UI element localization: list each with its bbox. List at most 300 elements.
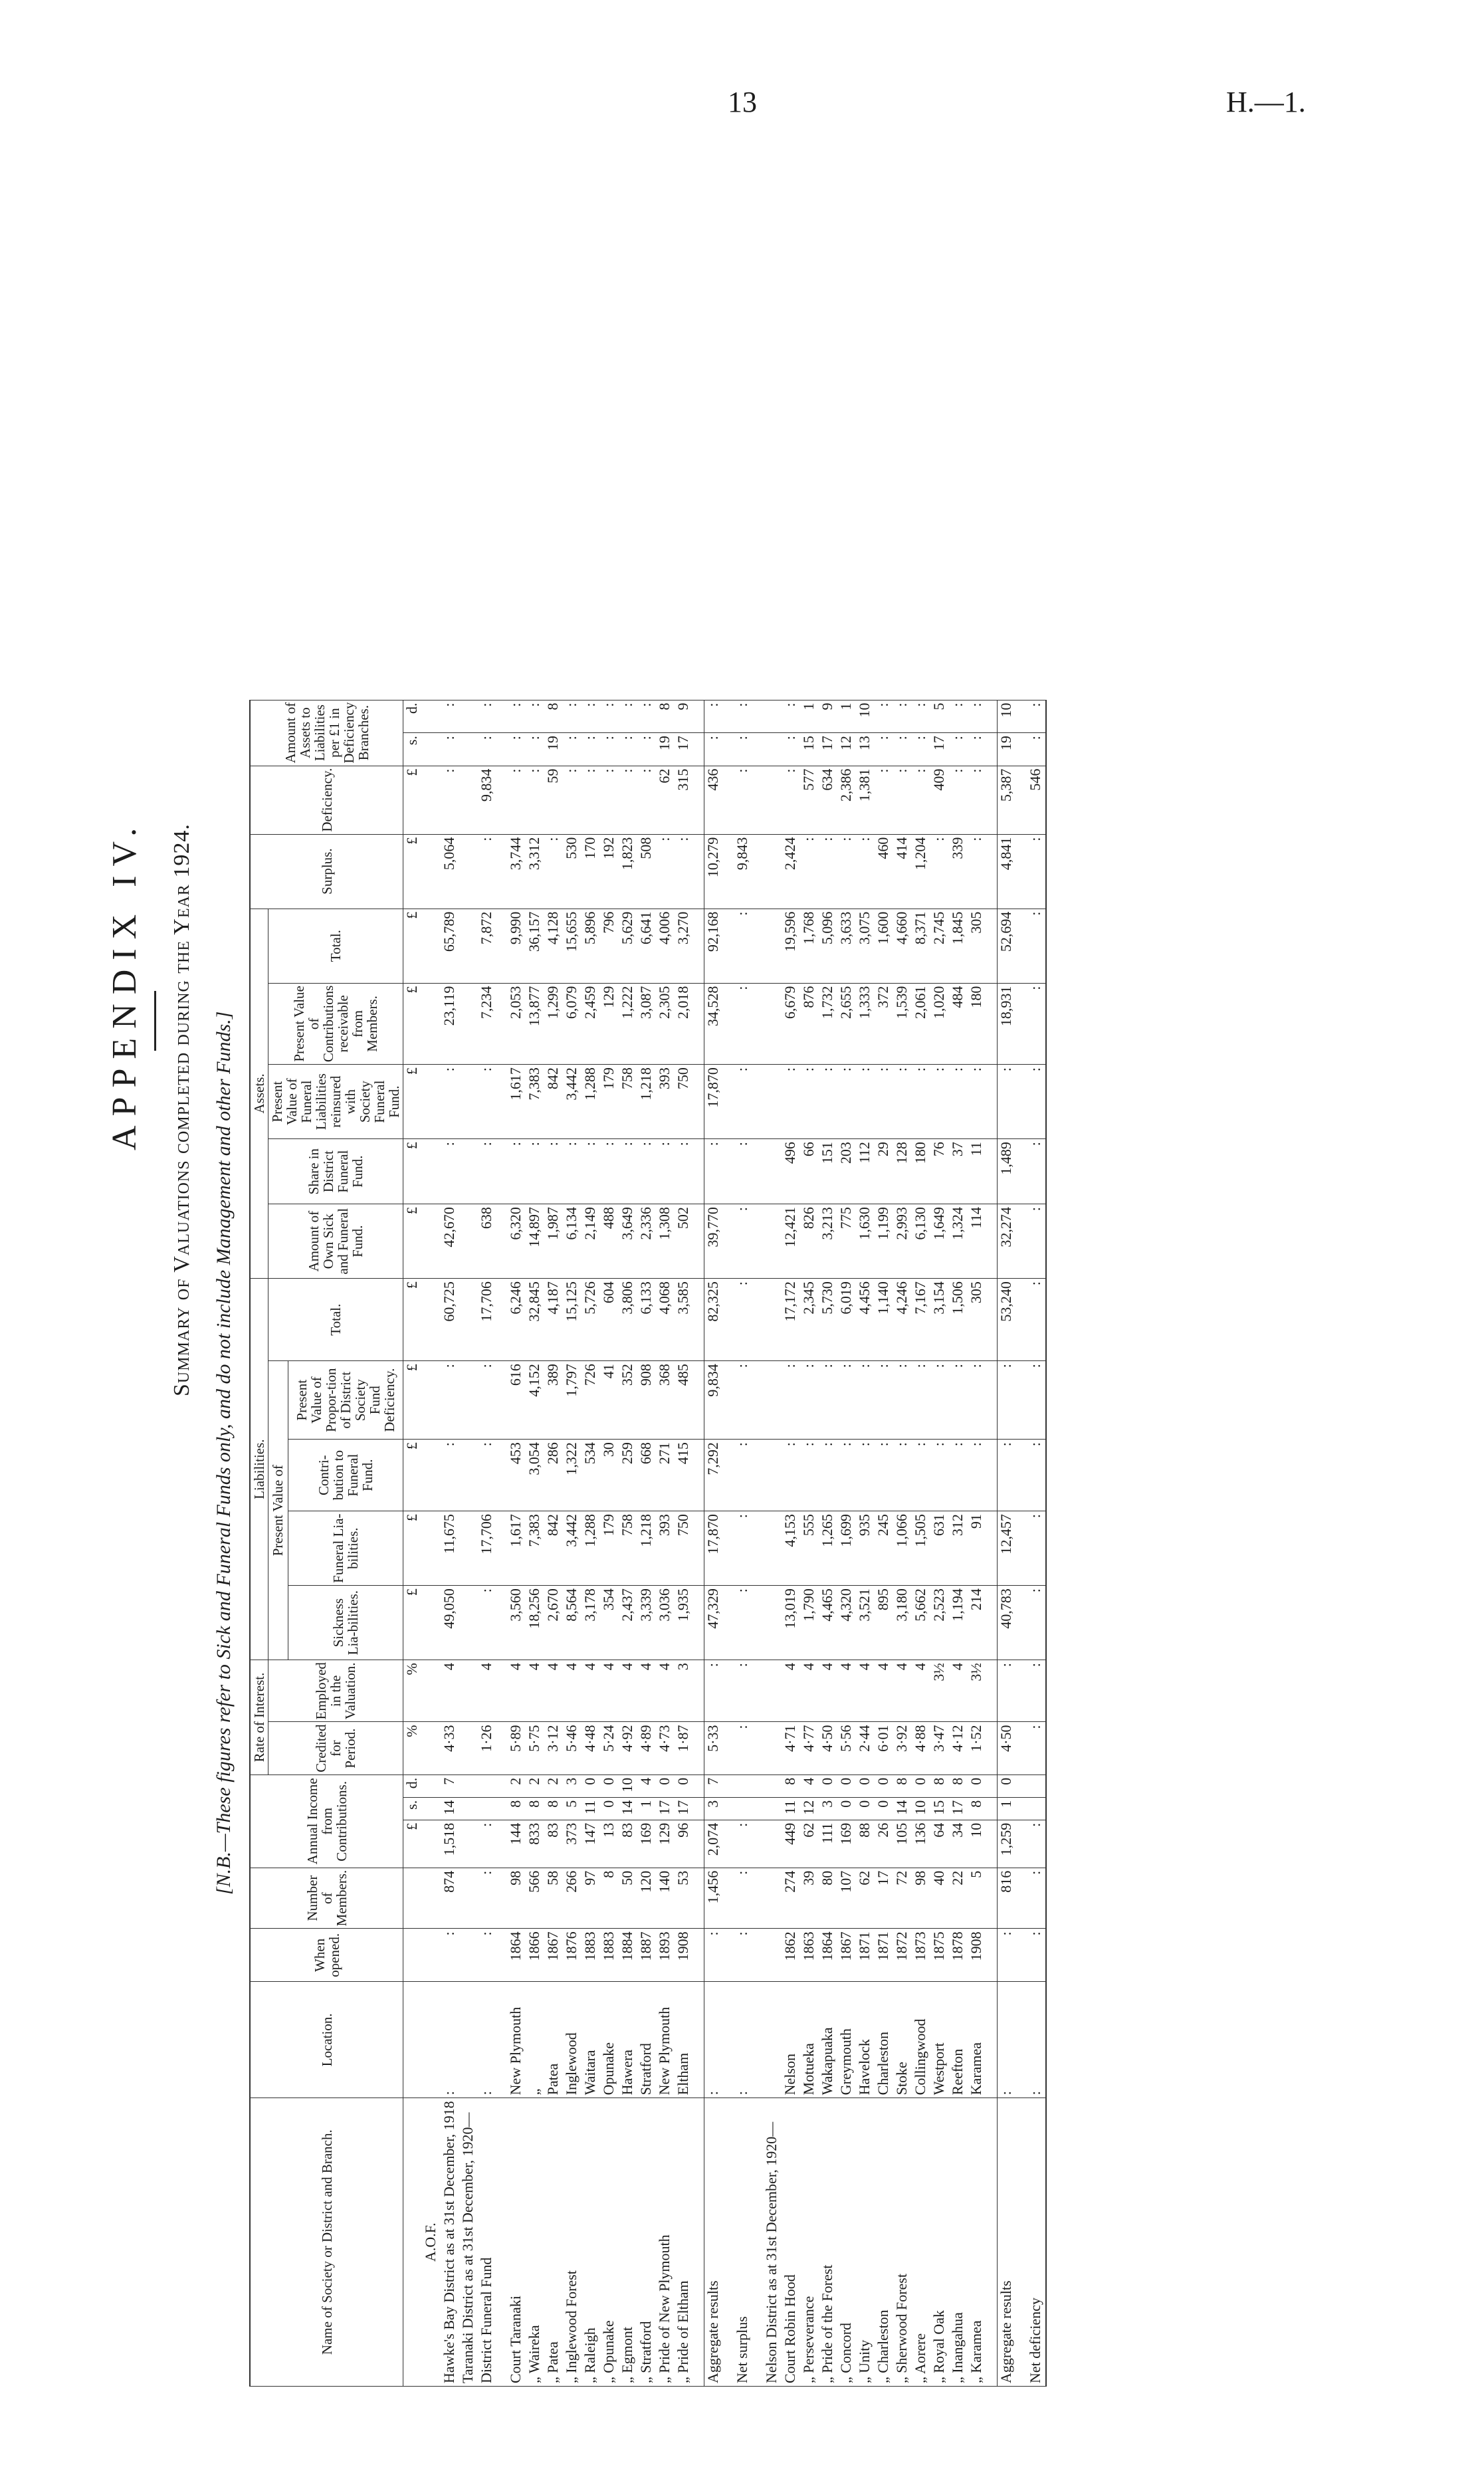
cell-own	[459, 1204, 478, 1279]
cell-inc-l: 373	[563, 1820, 582, 1868]
cell-funl: 1,218	[637, 1511, 656, 1586]
table-row	[782, 700, 800, 2386]
cell-inc-d: 7	[704, 1774, 724, 1797]
cell-rc: 3·92	[893, 1722, 912, 1774]
cell-inc-d: 0	[968, 1774, 986, 1797]
cell-loc: Reefton	[949, 1982, 968, 2098]
cell-inc-d	[422, 1774, 441, 1797]
cell-members	[459, 1868, 478, 1929]
cell-reins	[422, 1065, 441, 1139]
cell-contr: 271	[656, 1440, 675, 1511]
cell-inc-s: 8	[968, 1797, 986, 1820]
spacer-cell	[986, 983, 998, 1065]
cell-members: 1,456	[704, 1868, 724, 1929]
cell-contr: 1,322	[563, 1440, 582, 1511]
cell-atot: 796	[600, 909, 619, 983]
cell-name: „ Egmont	[619, 2098, 637, 2387]
cell-rc: 4·33	[441, 1722, 459, 1774]
spacer-cell	[496, 700, 507, 733]
cell-atot: 9,990	[507, 909, 526, 983]
cell-inc-s	[1027, 1797, 1046, 1820]
cell-own	[422, 1204, 441, 1279]
cell-reins: :	[1027, 1065, 1046, 1139]
cell-opened: :	[478, 1929, 496, 1982]
spacer-cell	[752, 1982, 763, 2098]
cell-funl: 17,870	[704, 1511, 724, 1586]
cell-opened: 1867	[544, 1929, 563, 1982]
cell-rd: 10	[856, 700, 875, 733]
table-row	[526, 700, 544, 2386]
cell-pvc: 129	[600, 983, 619, 1065]
cell-share: :	[544, 1139, 563, 1204]
spacer-cell	[723, 1868, 734, 1929]
cell-contr: :	[998, 1440, 1017, 1511]
cell-rs: 13	[856, 733, 875, 766]
cell-pvc: 34,528	[704, 983, 724, 1065]
cell-own: 1,324	[949, 1204, 968, 1279]
table-row	[507, 700, 526, 2386]
spacer-cell	[723, 1440, 734, 1511]
cell-own: 1,649	[930, 1204, 949, 1279]
cell-inc-d: 0	[819, 1774, 837, 1797]
cell-loc: :	[734, 1982, 752, 2098]
cell-prop: :	[875, 1361, 893, 1440]
cell-atot: 52,694	[998, 909, 1017, 983]
cell-members: 53	[675, 1868, 693, 1929]
cell-contr: :	[837, 1440, 856, 1511]
table-row	[930, 700, 949, 2386]
unit-pound: £	[403, 1586, 423, 1660]
cell-contr: 534	[582, 1440, 600, 1511]
cell-members: :	[478, 1868, 496, 1929]
cell-inc-l: 83	[619, 1820, 637, 1868]
unit-pence: d.	[403, 700, 423, 733]
cell-rc: 5·75	[526, 1722, 544, 1774]
cell-own: :	[734, 1204, 752, 1279]
cell-funl: 7,383	[526, 1511, 544, 1586]
cell-inc-s	[422, 1797, 441, 1820]
cell-own: 2,993	[893, 1204, 912, 1279]
cell-sick: 214	[968, 1586, 986, 1660]
spacer-cell	[723, 1774, 734, 1797]
cell-pvc: :	[734, 983, 752, 1065]
cell-atot: :	[1027, 909, 1046, 983]
cell-opened: 1863	[800, 1929, 819, 1982]
spacer-cell	[693, 1820, 704, 1868]
header-pv-contributions: Present Value of Contributions receivable from Members.	[268, 983, 403, 1065]
spacer-cell	[1016, 1929, 1027, 1982]
spacer-cell	[693, 1279, 704, 1361]
spacer-cell	[1016, 1797, 1027, 1820]
cell-def: :	[893, 766, 912, 834]
spacer-cell	[1016, 1660, 1027, 1722]
cell-funl: 4,153	[782, 1511, 800, 1586]
cell-rc: 5·89	[507, 1722, 526, 1774]
cell-surp: 10,279	[704, 834, 724, 909]
cell-inc-d: 4	[800, 1774, 819, 1797]
cell-surp: 508	[637, 834, 656, 909]
cell-opened: 1864	[507, 1929, 526, 1982]
spacer-cell	[496, 1279, 507, 1361]
cell-share: 112	[856, 1139, 875, 1204]
header-sickness-liabilities: Sickness Lia-bilities.	[288, 1586, 403, 1660]
spacer-cell	[693, 834, 704, 909]
cell-surp: :	[856, 834, 875, 909]
cell-sick: 895	[875, 1586, 893, 1660]
cell-share: :	[704, 1139, 724, 1204]
spacer-row	[752, 700, 763, 2386]
cell-ltot: 60,725	[441, 1279, 459, 1361]
spacer-cell	[752, 1586, 763, 1660]
cell-name: A.O.F.	[422, 2098, 441, 2387]
cell-inc-s	[459, 1797, 478, 1820]
cell-loc: Greymouth	[837, 1982, 856, 2098]
cell-name: Court Robin Hood	[782, 2098, 800, 2387]
cell-def: 409	[930, 766, 949, 834]
cell-inc-s: 10	[912, 1797, 930, 1820]
table-row	[441, 700, 459, 2386]
cell-own: 1,630	[856, 1204, 875, 1279]
page-number: 13	[728, 86, 757, 118]
cell-pvc	[763, 983, 782, 1065]
cell-own: 6,130	[912, 1204, 930, 1279]
cell-prop: :	[819, 1361, 837, 1440]
cell-name: „ Perseverance	[800, 2098, 819, 2387]
cell-ltot: 4,456	[856, 1279, 875, 1361]
unit-pence: d.	[403, 1774, 423, 1797]
cell-sick: 1,790	[800, 1586, 819, 1660]
cell-rc: 4·77	[800, 1722, 819, 1774]
cell-contr: :	[875, 1440, 893, 1511]
cell-funl: 3,442	[563, 1511, 582, 1586]
cell-contr: 453	[507, 1440, 526, 1511]
cell-name: „ Opunake	[600, 2098, 619, 2387]
header-surplus: Surplus.	[250, 834, 403, 909]
cell-pvc: 23,119	[441, 983, 459, 1065]
cell-prop: 1,797	[563, 1361, 582, 1440]
spacer-cell	[693, 1361, 704, 1440]
cell-contr: :	[441, 1440, 459, 1511]
cell-own: 775	[837, 1204, 856, 1279]
cell-name: Aggregate results	[998, 2098, 1017, 2387]
cell-ltot: 3,154	[930, 1279, 949, 1361]
cell-share: :	[582, 1139, 600, 1204]
cell-reins: :	[875, 1065, 893, 1139]
cell-atot: 36,157	[526, 909, 544, 983]
cell-def: 315	[675, 766, 693, 834]
cell-def: :	[875, 766, 893, 834]
cell-inc-s: 3	[819, 1797, 837, 1820]
table-row	[968, 700, 986, 2386]
spacer-cell	[986, 1204, 998, 1279]
cell-inc-l: 105	[893, 1820, 912, 1868]
cell-loc: Nelson	[782, 1982, 800, 2098]
cell-ltot: 2,345	[800, 1279, 819, 1361]
spacer-cell	[496, 1065, 507, 1139]
cell-surp	[763, 834, 782, 909]
spacer-cell	[752, 983, 763, 1065]
cell-reins: 179	[600, 1065, 619, 1139]
cell-sick: 13,019	[782, 1586, 800, 1660]
table-row	[422, 700, 441, 2386]
cell-reins: 393	[656, 1065, 675, 1139]
table-row	[998, 700, 1017, 2386]
cell-own: 3,649	[619, 1204, 637, 1279]
cell-surp: :	[837, 834, 856, 909]
cell-inc-d: 10	[619, 1774, 637, 1797]
cell-share: :	[441, 1139, 459, 1204]
cell-contr: :	[949, 1440, 968, 1511]
cell-rc: 5·56	[837, 1722, 856, 1774]
cell-opened: 1871	[875, 1929, 893, 1982]
cell-inc-s	[734, 1797, 752, 1820]
cell-inc-d: 8	[930, 1774, 949, 1797]
cell-own: 1,987	[544, 1204, 563, 1279]
valuation-table-wrapper	[249, 700, 1047, 2387]
cell-name: „ Inglewood Forest	[563, 2098, 582, 2387]
table-row	[912, 700, 930, 2386]
cell-re: 4	[544, 1660, 563, 1722]
table-row	[478, 700, 496, 2386]
cell-contr: :	[734, 1440, 752, 1511]
cell-loc: Westport	[930, 1982, 949, 2098]
cell-pvc: 2,305	[656, 983, 675, 1065]
cell-re	[422, 1660, 441, 1722]
cell-inc-l: 169	[837, 1820, 856, 1868]
cell-re: 4	[656, 1660, 675, 1722]
rotated-page-content	[0, 160, 1484, 2473]
cell-inc-s: 0	[600, 1797, 619, 1820]
cell-rs: :	[912, 733, 930, 766]
spacer-cell	[496, 1204, 507, 1279]
cell-share: :	[600, 1139, 619, 1204]
valuation-table	[249, 700, 1047, 2387]
spacer-cell	[1016, 2098, 1027, 2387]
cell-def: :	[782, 766, 800, 834]
table-row	[675, 700, 693, 2386]
cell-funl: 12,457	[998, 1511, 1017, 1586]
cell-loc: :	[998, 1982, 1017, 2098]
cell-loc: Waitara	[582, 1982, 600, 2098]
cell-inc-d	[478, 1774, 496, 1797]
cell-own: 826	[800, 1204, 819, 1279]
cell-prop: 9,834	[704, 1361, 724, 1440]
cell-prop: :	[930, 1361, 949, 1440]
cell-opened	[763, 1929, 782, 1982]
funds-note: [N.B.—These figures refer to Sick and Funeral Funds only, and do not include Management and other Funds.]	[213, 1011, 235, 1895]
cell-rd: :	[912, 700, 930, 733]
cell-sick: 3,178	[582, 1586, 600, 1660]
spacer-cell	[723, 1797, 734, 1820]
cell-reins: 750	[675, 1065, 693, 1139]
cell-share: :	[656, 1139, 675, 1204]
cell-reins: :	[734, 1065, 752, 1139]
cell-own: 14,897	[526, 1204, 544, 1279]
cell-sick: 5,662	[912, 1586, 930, 1660]
cell-inc-l: 111	[819, 1820, 837, 1868]
spacer-cell	[723, 1139, 734, 1204]
cell-surp: 1,823	[619, 834, 637, 909]
cell-ltot: 6,246	[507, 1279, 526, 1361]
spacer-cell	[496, 1774, 507, 1797]
spacer-cell	[723, 1361, 734, 1440]
cell-pvc: 7,234	[478, 983, 496, 1065]
cell-inc-l: :	[734, 1820, 752, 1868]
cell-ltot: 7,167	[912, 1279, 930, 1361]
cell-opened: 1883	[600, 1929, 619, 1982]
cell-prop: :	[856, 1361, 875, 1440]
table-row	[800, 700, 819, 2386]
cell-surp: :	[968, 834, 986, 909]
spacer-cell	[693, 1868, 704, 1929]
cell-sick: 354	[600, 1586, 619, 1660]
cell-members: :	[1027, 1868, 1046, 1929]
spacer-cell	[752, 1929, 763, 1982]
cell-contr: :	[800, 1440, 819, 1511]
cell-pvc: 3,087	[637, 983, 656, 1065]
cell-prop: 616	[507, 1361, 526, 1440]
cell-inc-d: 0	[675, 1774, 693, 1797]
cell-inc-d: 2	[544, 1774, 563, 1797]
cell-sick: :	[1027, 1586, 1046, 1660]
cell-def: 634	[819, 766, 837, 834]
cell-sick: 1,935	[675, 1586, 693, 1660]
cell-rs: 19	[544, 733, 563, 766]
cell-rs: :	[637, 733, 656, 766]
cell-reins: :	[912, 1065, 930, 1139]
cell-name: „ Patea	[544, 2098, 563, 2387]
cell-share: :	[734, 1139, 752, 1204]
cell-opened: 1862	[782, 1929, 800, 1982]
spacer-cell	[986, 1586, 998, 1660]
cell-inc-d: 0	[837, 1774, 856, 1797]
cell-loc: Motueka	[800, 1982, 819, 2098]
unit-pound: £	[403, 1511, 423, 1586]
cell-surp: 9,843	[734, 834, 752, 909]
cell-atot	[422, 909, 441, 983]
cell-ltot: 1,506	[949, 1279, 968, 1361]
cell-rs	[422, 733, 441, 766]
cell-surp: :	[1027, 834, 1046, 909]
cell-members: 98	[507, 1868, 526, 1929]
title-rule	[154, 991, 156, 1051]
table-row	[837, 700, 856, 2386]
cell-loc: Stratford	[637, 1982, 656, 2098]
cell-rc: 1·52	[968, 1722, 986, 1774]
cell-contr: :	[478, 1440, 496, 1511]
cell-re: :	[734, 1660, 752, 1722]
cell-inc-d	[459, 1774, 478, 1797]
cell-rs: :	[1027, 733, 1046, 766]
cell-own: 3,213	[819, 1204, 837, 1279]
cell-re: :	[1027, 1660, 1046, 1722]
cell-pvc	[459, 983, 478, 1065]
unit-pound: £	[403, 834, 423, 909]
cell-rd: 10	[998, 700, 1017, 733]
cell-pvc: 1,539	[893, 983, 912, 1065]
cell-prop: :	[734, 1361, 752, 1440]
cell-rd	[422, 700, 441, 733]
cell-inc-d: 0	[600, 1774, 619, 1797]
cell-opened: 1876	[563, 1929, 582, 1982]
cell-surp: 192	[600, 834, 619, 909]
cell-members: 566	[526, 1868, 544, 1929]
cell-inc-s: 0	[837, 1797, 856, 1820]
cell-reins: :	[893, 1065, 912, 1139]
cell-rd: 1	[837, 700, 856, 733]
spacer-cell	[986, 1929, 998, 1982]
cell-inc-l: 129	[656, 1820, 675, 1868]
cell-loc: Inglewood	[563, 1982, 582, 2098]
spacer-cell	[1016, 1139, 1027, 1204]
cell-pvc: 876	[800, 983, 819, 1065]
cell-members: 97	[582, 1868, 600, 1929]
header-location: Location.	[250, 1982, 403, 2098]
cell-opened	[459, 1929, 478, 1982]
summary-title: Summary of Valuations completed during the Year 1924.	[169, 823, 194, 1396]
cell-own: 1,199	[875, 1204, 893, 1279]
cell-sick: 3,036	[656, 1586, 675, 1660]
spacer-cell	[986, 834, 998, 909]
cell-funl: 245	[875, 1511, 893, 1586]
cell-surp: 5,064	[441, 834, 459, 909]
cell-ltot: 53,240	[998, 1279, 1017, 1361]
cell-share: 29	[875, 1139, 893, 1204]
cell-contr	[459, 1440, 478, 1511]
cell-rc: :	[734, 1722, 752, 1774]
cell-def: 436	[704, 766, 724, 834]
spacer-cell	[693, 733, 704, 766]
cell-inc-s: 12	[800, 1797, 819, 1820]
cell-sick: 2,523	[930, 1586, 949, 1660]
cell-surp: 4,841	[998, 834, 1017, 909]
cell-def: :	[600, 766, 619, 834]
cell-surp: 3,312	[526, 834, 544, 909]
cell-rd: :	[704, 700, 724, 733]
cell-contr	[763, 1440, 782, 1511]
cell-def: 62	[656, 766, 675, 834]
cell-reins: 758	[619, 1065, 637, 1139]
cell-reins: :	[837, 1065, 856, 1139]
cell-re: 4	[800, 1660, 819, 1722]
cell-atot: 3,270	[675, 909, 693, 983]
appendix-title: APPENDIX IV.	[106, 818, 144, 1150]
spacer-cell	[496, 1820, 507, 1868]
unit-pound: £	[403, 909, 423, 983]
cell-def: 546	[1027, 766, 1046, 834]
cell-surp: :	[675, 834, 693, 909]
cell-rd: :	[875, 700, 893, 733]
cell-own: 6,320	[507, 1204, 526, 1279]
cell-prop: 41	[600, 1361, 619, 1440]
cell-rc	[763, 1722, 782, 1774]
table-row	[582, 700, 600, 2386]
cell-share: :	[675, 1139, 693, 1204]
cell-def: :	[637, 766, 656, 834]
cell-sick	[763, 1586, 782, 1660]
spacer-cell	[1016, 1361, 1027, 1440]
header-present-value-of: Present Value of	[268, 1361, 288, 1660]
cell-share: 203	[837, 1139, 856, 1204]
cell-re: 4	[563, 1660, 582, 1722]
cell-prop: :	[837, 1361, 856, 1440]
spacer-cell	[1016, 1820, 1027, 1868]
cell-opened: 1878	[949, 1929, 968, 1982]
cell-opened: 1872	[893, 1929, 912, 1982]
spacer-cell	[752, 2098, 763, 2387]
cell-re: 4	[819, 1660, 837, 1722]
cell-reins: 842	[544, 1065, 563, 1139]
